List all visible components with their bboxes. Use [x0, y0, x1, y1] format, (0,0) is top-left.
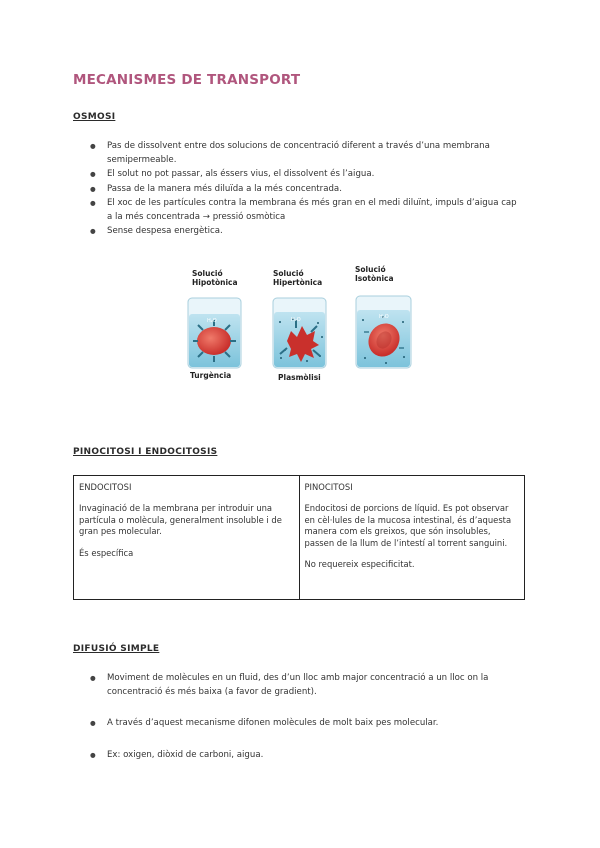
- list-item: ● Ex: oxigen, diòxid de carboni, aigua.: [90, 748, 522, 762]
- list-item: ● El solut no pot passar, als éssers vius, el dissolvent és l’aigua.: [90, 167, 522, 181]
- cell-paragraph: No requereix especificitat.: [304, 559, 415, 570]
- label-isotonic: Solució Isotònica: [355, 265, 394, 283]
- list-item: ● Passa de la manera més diluïda a la més concentrada.: [90, 182, 522, 196]
- molecule-label: H₂O: [379, 314, 389, 320]
- table-row: [74, 476, 525, 600]
- comparison-table: [73, 475, 525, 600]
- beaker-isotonic: [356, 296, 411, 368]
- caption-plasmolysis: Plasmòlisi: [278, 373, 321, 382]
- list-item: ● Pas de dissolvent entre dos solucions de concentració diferent a través d’una membrana semipermeable.: [90, 139, 522, 167]
- cell-heading: PINOCITOSI: [304, 482, 353, 492]
- beaker-hypotonic: [188, 298, 241, 368]
- label-hypertonic: Solució Hipertònica: [273, 269, 323, 287]
- list-item: ● A través d’aquest mecanisme difonen molècules de molt baix pes molecular.: [90, 716, 522, 730]
- list-item: ● Moviment de molècules en un fluid, des d’un lloc amb major concentració a un lloc on la concentració és més baixa (a favor de gradient).: [90, 671, 522, 699]
- table-cell-pinocitosi: [299, 476, 525, 600]
- cell-paragraph: Invaginació de la membrana per introduir una partícula o molècula, generalment insoluble i de gran pes molecular.: [79, 503, 282, 537]
- molecule-label: H₂O: [207, 318, 217, 324]
- label-hypotonic: Solució Hipotònica: [192, 269, 238, 287]
- beaker-hypertonic: [273, 298, 326, 368]
- difusio-list: [90, 671, 522, 779]
- osmosi-heading: OSMOSI: [73, 112, 116, 122]
- osmosi-list: [90, 139, 522, 238]
- list-item: ● El xoc de les partícules contra la membrana és més gran en el medi diluïnt, impuls d’aigua cap a la més concentrada → pressió osmòtica: [90, 196, 522, 224]
- cell-heading: ENDOCITOSI: [79, 482, 132, 492]
- pinocitosi-heading: PINOCITOSI I ENDOCITOSIS: [73, 447, 218, 457]
- table-cell-endocitosi: [74, 476, 300, 600]
- cell-paragraph: És específica: [79, 547, 134, 558]
- caption-turgor: Turgència: [190, 371, 232, 380]
- cell-paragraph: Endocitosi de porcions de líquid. Es pot observar en cèl·lules de la mucosa intestinal, és d’aquesta manera com els greixos, que són insolubles, passen de la llum de l’intestí al torrent sanguini.: [304, 503, 512, 548]
- difusio-heading: DIFUSIÓ SIMPLE: [73, 644, 160, 654]
- molecule-label: H₂O: [291, 317, 301, 323]
- list-item: ● Sense despesa energètica.: [90, 224, 522, 238]
- page-title: MECANISMES DE TRANSPORT: [73, 72, 301, 88]
- osmosis-diagram: [183, 262, 418, 384]
